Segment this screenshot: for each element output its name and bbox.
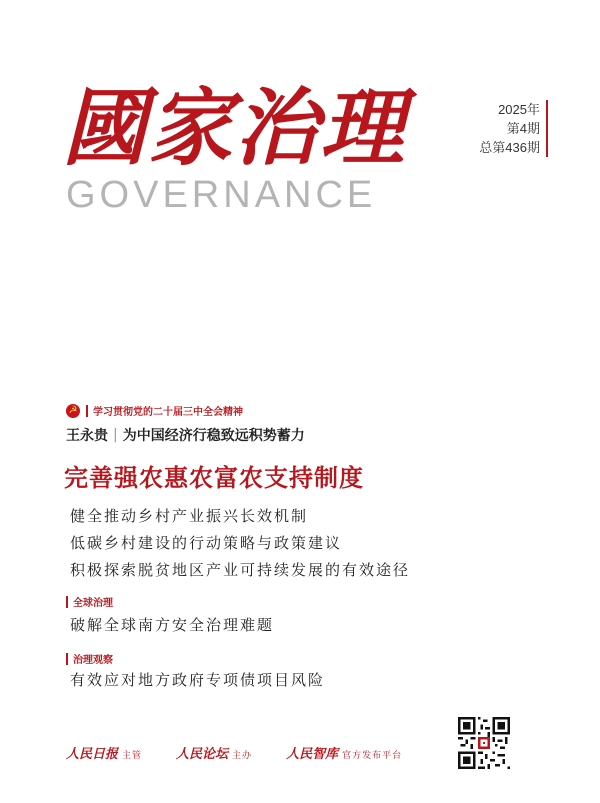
global-section-tag [66, 594, 113, 609]
publisher-role: 官方发布平台 [342, 751, 403, 761]
global-article: 破解全球南方安全治理难题 [70, 616, 275, 634]
publisher-role: 主管 [122, 751, 143, 761]
publisher-name: 人民论坛 [176, 747, 229, 762]
section-divider [66, 596, 68, 608]
masthead-title: 國家治理 [62, 78, 407, 177]
headline: 完善强农惠农富农支持制度 [64, 463, 364, 492]
byline [66, 425, 305, 445]
publisher-logo [286, 743, 402, 762]
issue-total: 总第436期 [479, 140, 540, 155]
feature-article: 低碳乡村建设的行动策略与政策建议 [70, 534, 343, 552]
feature-article: 健全推动乡村产业振兴长效机制 [70, 507, 309, 525]
publisher-logo [66, 743, 142, 762]
feature-section-tag [66, 403, 243, 418]
byline-author: 王永贵 [66, 428, 108, 444]
publisher-role: 主办 [232, 751, 253, 761]
byline-separator: | [113, 427, 118, 443]
section-divider [66, 653, 68, 665]
publisher-logo [176, 743, 252, 762]
issue-year: 2025年 [498, 102, 540, 117]
observation-article: 有效应对地方政府专项债项目风险 [70, 671, 326, 689]
feature-section-label: 学习贯彻党的二十届三中全会精神 [93, 407, 243, 418]
observation-section-label: 治理观察 [73, 655, 113, 666]
publisher-name: 人民智库 [286, 747, 339, 762]
qr-code-icon[interactable] [458, 717, 510, 769]
byline-title: 为中国经济行稳致远积势蓄力 [122, 428, 305, 444]
issue-number: 第4期 [506, 121, 540, 136]
global-section-label: 全球治理 [73, 598, 113, 609]
masthead-subtitle: GOVERNANCE [66, 174, 377, 216]
issue-info [479, 100, 548, 157]
section-divider [86, 405, 88, 417]
observation-section-tag [66, 651, 113, 666]
feature-article: 积极探索脱贫地区产业可持续发展的有效途径 [70, 561, 411, 579]
party-emblem-icon: ☭ [66, 404, 80, 418]
publisher-logos [66, 743, 436, 762]
publisher-name: 人民日报 [66, 747, 119, 762]
